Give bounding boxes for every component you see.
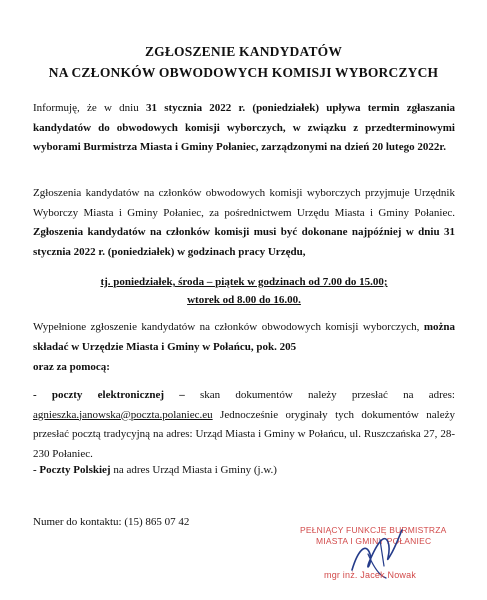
email-method-item [33, 386, 455, 464]
document-title-line1: ZGŁOSZENIE KANDYDATÓW [144, 44, 343, 59]
post-method-text: na adres Urząd Miasta i Gminy (j.w.) [110, 464, 277, 476]
stamp-title-line1: PEŁNIĄCY FUNKCJĘ BURMISTRZA [300, 525, 447, 535]
paragraph-submission-bold: Zgłoszenia kandydatów na członków komisji musi być dokonane najpóźniej w dniu 31 stycznia 2022 r. (poniedziałek) w godzinach pracy Urzędu, [33, 226, 455, 258]
paragraph-submission-text: Zgłoszenia kandydatów na członków obwodowych komisji wyborczych przyjmuje Urzędnik Wyborczy Miasta i Gminy Połaniec, za pośrednictwem Urzędu Miasta i Gminy Połaniec. [33, 187, 455, 219]
paragraph-where-text: Wypełnione zgłoszenie kandydatów na członków obwodowych komisji wyborczych, [33, 321, 424, 333]
email-method-text: skan dokumentów należy przesłać na adres: [184, 389, 455, 401]
office-hours-line1: tj. poniedziałek, środa – piątek w godzinach od 7.00 do 15.00; [100, 276, 388, 288]
post-method-item [33, 461, 455, 481]
office-hours-line2: wtorek od 8.00 do 16.00. [187, 294, 301, 306]
signatory-name: mgr inż. Jacek Nowak [324, 570, 417, 580]
email-address-link[interactable]: agnieszka.janowska@poczta.polaniec.eu [33, 408, 213, 421]
stamp-title-line2: MIASTA I GMINY POŁANIEC [316, 536, 432, 546]
post-method-label: - Poczty Polskiej [33, 464, 111, 476]
email-method-more: Jednocześnie oryginały tych dokumentów należy przesłać pocztą tradycyjną na adres: Urząd Miasta i Gminy w Połańcu, ul. Ruszczańska 27, 28-230 Połaniec. [33, 408, 455, 460]
paragraph-deadline-intro: Informuję, że w dniu [33, 102, 146, 114]
email-method-label: - poczty elektronicznej – [33, 389, 185, 401]
paragraph-where-bold: można składać w Urzędzie Miasta i Gminy w Połańcu, pok. 205 [33, 321, 455, 353]
paragraph-submission [33, 184, 455, 262]
contact-phone: Numer do kontaktu: (15) 865 07 42 [33, 516, 190, 528]
paragraph-methods: oraz za pomocą: [33, 361, 110, 373]
paragraph-where [33, 318, 455, 357]
paragraph-deadline [33, 99, 455, 158]
paragraph-deadline-bold: 31 stycznia 2022 r. (poniedziałek) upływa termin zgłaszania kandydatów do obwodowych komisji wyborczych, w związku z przedterminowymi wyborami Burmistrza Miasta i Gminy Połaniec, zarządzonymi na dzień 20 lutego 2022r. [33, 102, 455, 153]
document-title-line2: NA CZŁONKÓW OBWODOWYCH KOMISJI WYBORCZYCH [48, 65, 439, 80]
